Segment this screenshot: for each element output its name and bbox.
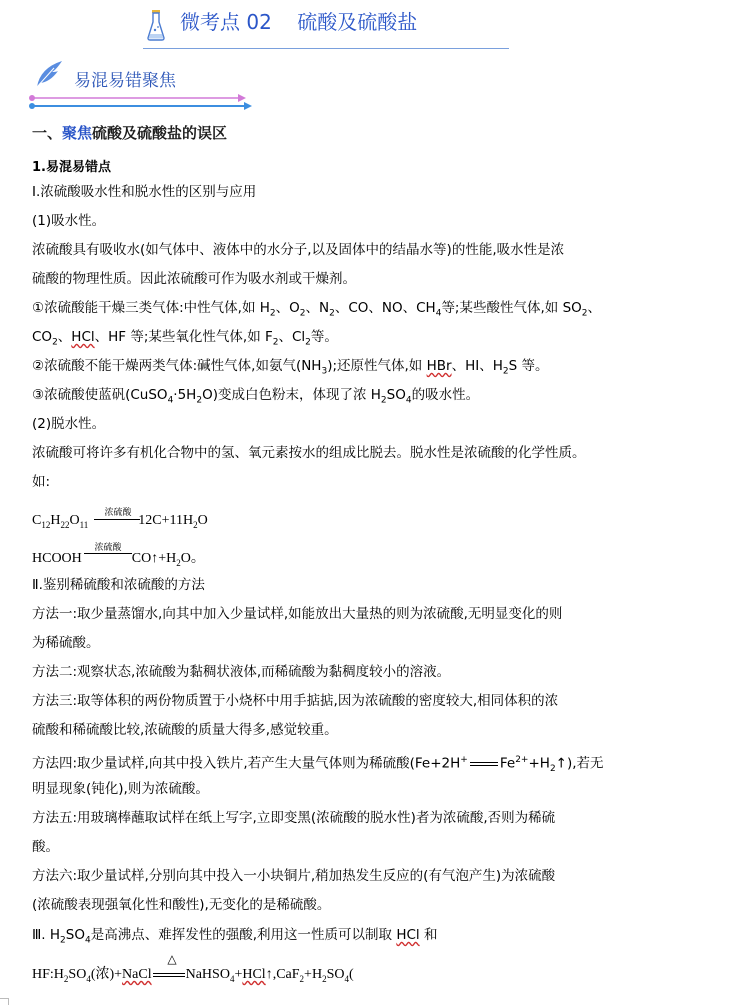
text-line: 如: (32, 474, 51, 490)
reaction-arrow (94, 519, 140, 520)
arrow-divider (28, 92, 254, 116)
equation-formic-acid: HCOOH $CO↑+H_2O$。 (32, 551, 205, 568)
text-line: 方法五:用玻璃棒蘸取试样在纸上写字,立即变黑(浓硫酸的脱水性)者为浓硫酸,否则为稀硫 (32, 810, 556, 826)
heading-error-points: 1.易混易错点 (32, 160, 111, 175)
equation-hcl-preparation: $HF:H_2SO_4$(浓)+NaCl $NaHSO_4+HCl↑,CaF_2+H_2SO_4$( (32, 967, 354, 984)
text-line: 方法四:取少量试样,向其中投入铁片,若产生大量气体则为稀硫酸(Fe+2H+ $Fe^{2+}+H_2↑$),若无 (32, 755, 604, 775)
text-line: Ⅰ.浓硫酸吸水性和脱水性的区别与应用 (32, 184, 257, 200)
text-line: ③浓硫酸使蓝矾$(CuSO_4\cdot 5H_2O)$变成白色粉末，体现了浓 $H_2SO_4$的吸水性。 (32, 387, 480, 406)
text-line: (1)吸水性。 (32, 213, 106, 229)
text-line: $CO_2$、HCl、HF 等;某些氧化性气体,如 $F_2$、$Cl_2$等。 (32, 329, 338, 348)
title-underline (143, 48, 509, 49)
reaction-arrow (84, 553, 132, 554)
text-line: 方法三:取等体积的两份物质置于小烧杯中用手掂掂,因为浓硫酸的密度较大,相同体积的浓 (32, 693, 559, 709)
text-line: Ⅲ. $H_2SO_4$是高沸点、难挥发性的强酸,利用这一性质可以制取 HCl 和 (32, 927, 438, 946)
flask-icon (146, 8, 166, 42)
text-line: (浓硫酸表现强氧化性和酸性),无变化的是稀硫酸。 (32, 897, 331, 913)
text-line: 酸。 (32, 839, 59, 855)
heat-symbol: △ (167, 952, 177, 966)
equation-sucrose: $C_{12}H_{22}O_{11}$ $12C+11H_2O$ (32, 513, 208, 530)
text-line: 方法六:取少量试样,分别向其中投入一小块铜片,稍加热发生反应的(有气泡产生)为浓硫酸 (32, 868, 556, 884)
text-line: 硫酸和稀硫酸比较,浓硫酸的质量大得多,感觉较重。 (32, 722, 338, 738)
text-line: (2)脱水性。 (32, 416, 106, 432)
text-line: 浓硫酸可将许多有机化合物中的氢、氧元素按水的组成比脱去。脱水性是浓硫酸的化学性质。 (32, 445, 586, 461)
text-line: 方法二:观察状态,浓硫酸为黏稠状液体,而稀硫酸为黏稠度较小的溶液。 (32, 664, 451, 680)
reagent-label: 浓硫酸 (94, 543, 122, 553)
text-line: Ⅱ.鉴别稀硫酸和浓硫酸的方法 (32, 577, 205, 593)
page-corner-marker (0, 998, 9, 1005)
reagent-label: 浓硫酸 (104, 508, 132, 518)
text-line: 浓硫酸具有吸收水(如气体中、液体中的水分子,以及固体中的结晶水等)的性能,吸水性是浓 (32, 242, 565, 258)
text-line: ①浓硫酸能干燥三类气体:中性气体,如 $H_2$、$O_2$、$N_2$、CO、NO、$CH_4$等;某些酸性气体,如 $SO_2$、 (32, 300, 601, 319)
heading-misconceptions: 一、聚焦硫酸及硫酸盐的误区 (32, 124, 228, 142)
text-line: 明显现象(钝化),则为浓硫酸。 (32, 781, 209, 797)
page-title: 微考点 02 硫酸及硫酸盐 (180, 10, 418, 34)
text-line: ②浓硫酸不能干燥两类气体:碱性气体,如氨气$(NH_3)$;还原性气体,如 HBr、HI、$H_2S$ 等。 (32, 358, 549, 377)
feather-icon (34, 58, 66, 90)
text-line: 为稀硫酸。 (32, 635, 100, 651)
section-label: 易混易错聚焦 (74, 71, 176, 91)
text-line: 方法一:取少量蒸馏水,向其中加入少量试样,如能放出大量热的则为浓硫酸,无明显变化的则 (32, 606, 563, 622)
text-line: 硫酸的物理性质。因此浓硫酸可作为吸水剂或干燥剂。 (32, 271, 356, 287)
